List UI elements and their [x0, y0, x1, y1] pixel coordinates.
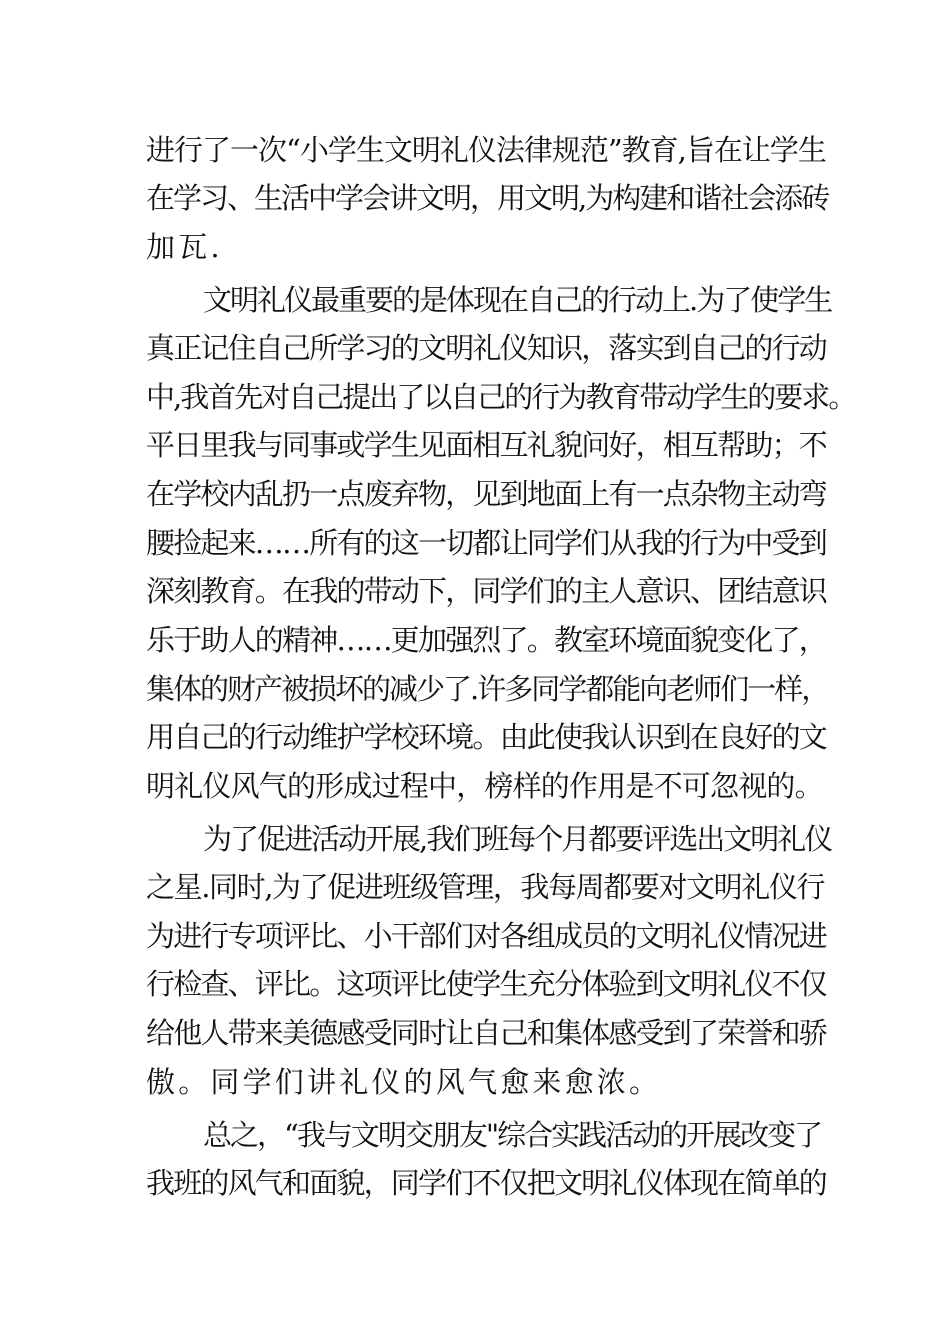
text-line: 傲。同学们讲礼仪的风气愈来愈浓。 [146, 1065, 662, 1099]
text-line: 加瓦. [146, 230, 223, 264]
text-line: 为进行专项评比、小干部们对各组成员的文明礼仪情况进 [146, 919, 827, 953]
text-line: 进行了一次“小学生文明礼仪法律规范”教育,旨在让学生 [146, 133, 826, 167]
text-line: 真正记住自己所学习的文明礼仪知识，落实到自己的行动 [146, 331, 827, 365]
text-line: 深刻教育。在我的带动下，同学们的主人意识、团结意识 [146, 574, 827, 608]
text-line: 行检查、评比。这项评比使学生充分体验到文明礼仪不仅 [146, 967, 827, 1001]
text-line: 中,我首先对自己提出了以自己的行为教育带动学生的要求。 [146, 380, 856, 414]
text-line: 给他人带来美德感受同时让自己和集体感受到了荣誉和骄 [146, 1016, 827, 1050]
text-line: 我班的风气和面貌，同学们不仅把文明礼仪体现在简单的 [146, 1166, 827, 1200]
text-line: 之星.同时,为了促进班级管理，我每周都要对文明礼仪行 [146, 870, 825, 904]
text-line: 在学校内乱扔一点废弃物，见到地面上有一点杂物主动弯 [146, 477, 827, 511]
paragraph-first-line: 总之，“我与文明交朋友"综合实践活动的开展改变了 [203, 1118, 822, 1152]
paragraph-first-line: 为了促进活动开展,我们班每个月都要评选出文明礼仪 [203, 822, 832, 856]
text-line: 腰捡起来……所有的这一切都让同学们从我的行为中受到 [146, 526, 827, 560]
text-line: 集体的财产被损坏的减少了.许多同学都能向老师们一样， [146, 672, 829, 706]
text-line: 明礼仪风气的形成过程中，榜样的作用是不可忽视的。 [146, 769, 823, 803]
text-line: 用自己的行动维护学校环境。由此使我认识到在良好的文 [146, 720, 827, 754]
paragraph-first-line: 文明礼仪最重要的是体现在自己的行动上.为了使学生 [203, 283, 832, 317]
text-line: 乐于助人的精神……更加强烈了。教室环境面貌变化了， [146, 623, 827, 657]
text-line: 平日里我与同事或学生见面相互礼貌问好，相互帮助；不 [146, 428, 827, 462]
text-line: 在学习、生活中学会讲文明，用文明,为构建和谐社会添砖 [146, 181, 829, 215]
